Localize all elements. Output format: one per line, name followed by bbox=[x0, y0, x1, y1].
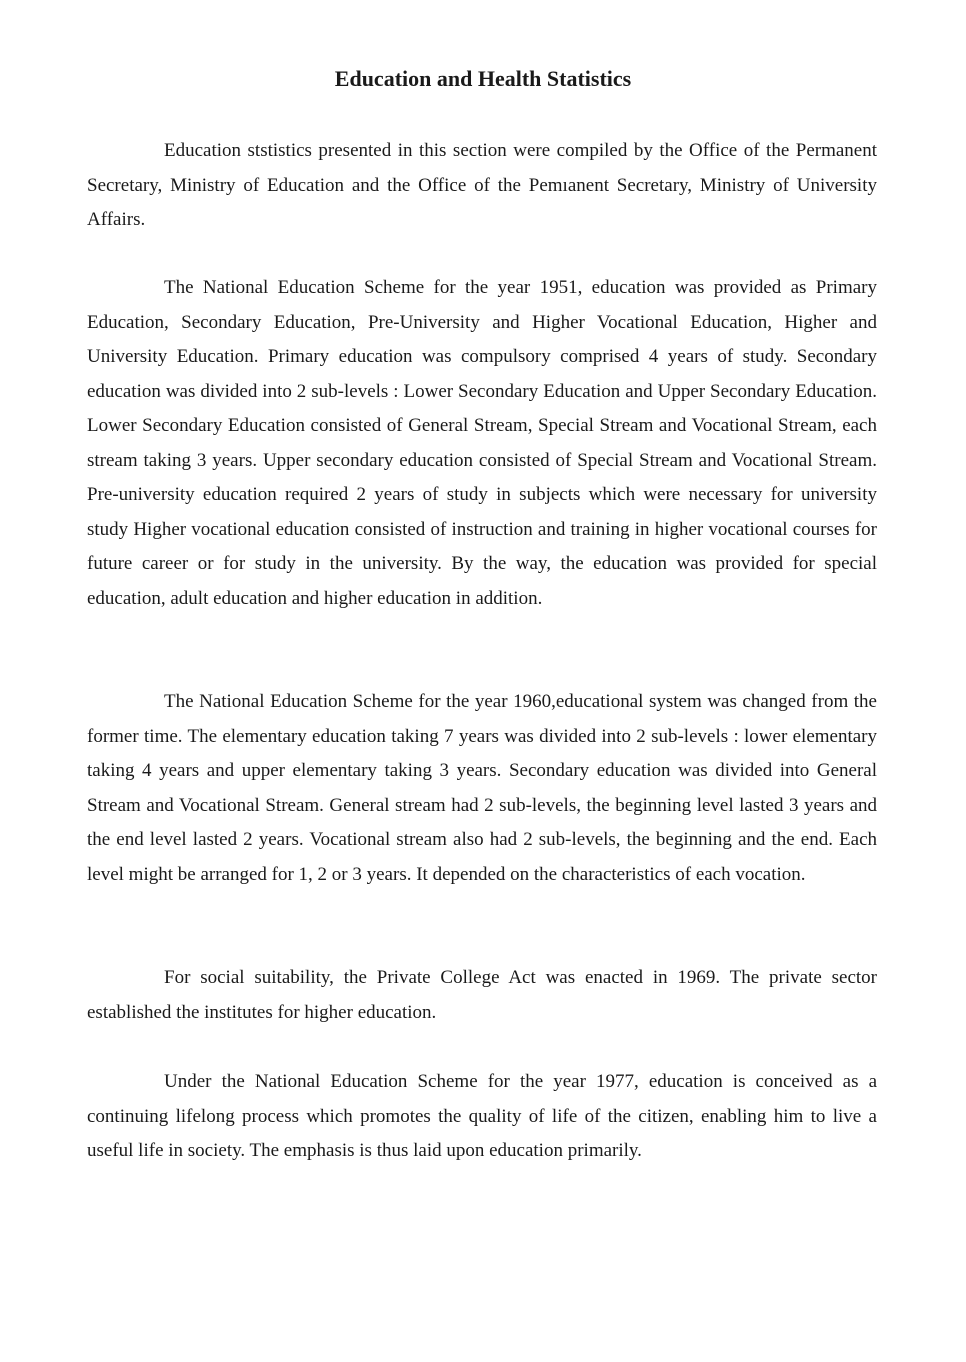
paragraph-scheme-1951: The National Education Scheme for the year 1951, education was provided as Primary Education, Secondary Education, Pre-University and Higher Vocational Education, Higher and University Education. Primary education was compulsory comprised 4 years of study. Secondary education was divided into 2 sub-levels : Lower Secondary Education and Upper Secondary Education. Lower Secondary Education consisted of General Stream, Special Stream and Vocational Stream, each stream taking 3 years. Upper secondary education consisted of Special Stream and Vocational Stream. Pre-university education required 2 years of study in subjects which were necessary for university study Higher vocational education consisted of instruction and training in higher vocational courses for future career or for study in the university. By the way, the education was provided for special education, adult education and higher education in addition. bbox=[87, 277, 877, 609]
paragraph-data-sources: Education ststistics presented in this section were compiled by the Office of the Permanent Secretary, Ministry of Education and the Office of the Pemıanent Secretary, Ministry of University Affairs. bbox=[87, 140, 877, 230]
paragraph-scheme-1977: Under the National Education Scheme for the year 1977, education is conceived as a continuing lifelong process which promotes the quality of life of the citizen, enabling him to live a useful life in society. The emphasis is thus laid upon education primarily. bbox=[87, 1071, 877, 1161]
paragraph-private-college-act: For social suitability, the Private College Act was enacted in 1969. The private sector established the institutes for higher education. bbox=[87, 967, 877, 1023]
page-title: Education and Health Statistics bbox=[334, 66, 632, 91]
paragraph-scheme-1960: The National Education Scheme for the year 1960,educational system was changed from the former time. The elementary education taking 7 years was divided into 2 sub-levels : lower elementary taking 4 years and upper elementary taking 3 years. Secondary education was divided into General Stream and Vocational Stream. General stream had 2 sub-levels, the beginning level lasted 3 years and the end level lasted 2 years. Vocational stream also had 2 sub-levels, the beginning and the end. Each level might be arranged for 1, 2 or 3 years. It depended on the characteristics of each vocation. bbox=[87, 691, 877, 885]
